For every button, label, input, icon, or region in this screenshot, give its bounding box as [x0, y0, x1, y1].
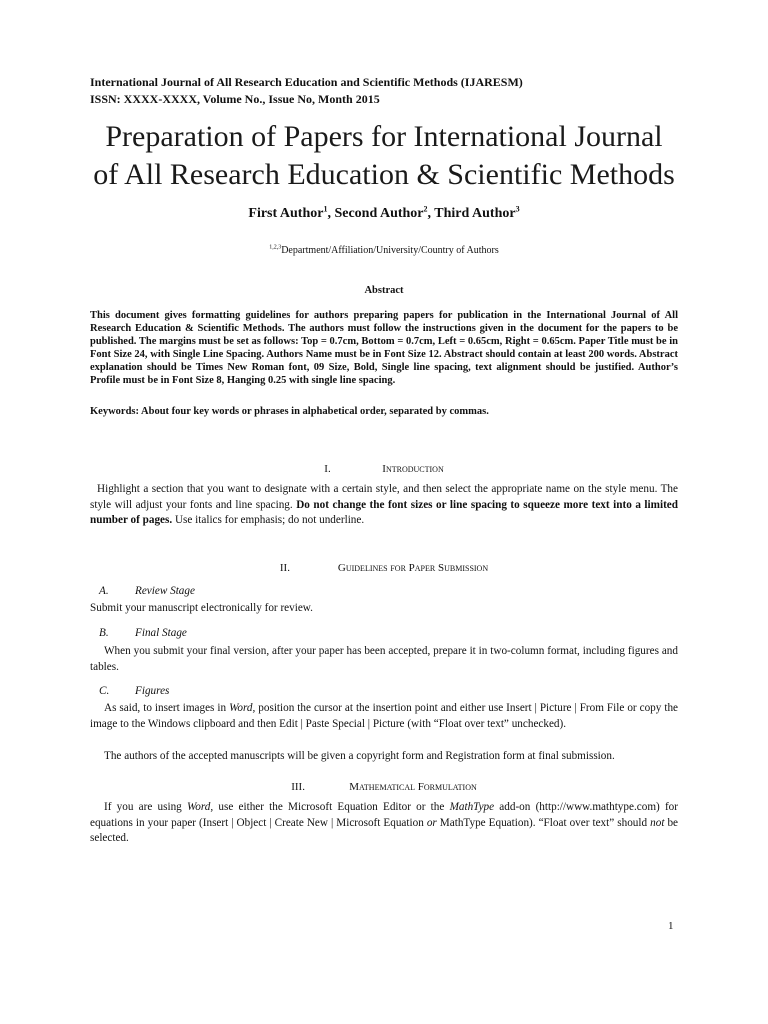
- section-number: II.: [279, 562, 290, 574]
- figures-text-end: position the cursor at the insertion point and either use Insert | Picture | From File or copy the image to the Windows clipboard and then Edit | Paste Special | Picture (with “Float over text” unchecked).: [90, 702, 679, 730]
- intro-bold-text: Do not change the font sizes or line spacing to squeeze more text into a limited number of pages.: [90, 498, 678, 526]
- math-text-3: add-on (http://www.mathtype.com) for equations in your paper (Insert | Object | Create New | Microsoft Equation: [90, 801, 678, 829]
- math-paragraph: [90, 800, 678, 847]
- math-or-italic: or: [426, 816, 437, 829]
- review-paragraph: Submit your manuscript electronically for review.: [90, 602, 313, 614]
- subsection-title: Final Stage: [135, 627, 187, 639]
- page-number: 1: [668, 920, 674, 932]
- author-3: Third Author: [434, 206, 516, 221]
- author-2-sup: 2: [423, 204, 428, 214]
- section-title: Guidelines for Paper Submission: [337, 562, 489, 574]
- figures-text: As said, to insert images in: [104, 702, 230, 714]
- subsection-heading-review: [99, 584, 195, 598]
- author-3-sup: 3: [515, 204, 520, 214]
- journal-name: International Journal of All Research Education and Scientific Methods (IJARESM): [90, 75, 523, 89]
- affiliation-sup: 1,2,3: [269, 244, 282, 251]
- figures-word-italic: Word,: [229, 702, 256, 714]
- journal-header: [90, 74, 678, 108]
- keywords: Keywords: About four key words or phrases in alphabetical order, separated by commas.: [90, 406, 489, 417]
- section-number: III.: [291, 781, 305, 793]
- author-list: First Author$^1$, Second Author$^2$, Third Author$^3$: [248, 204, 520, 221]
- subsection-title: Figures: [135, 685, 170, 697]
- subsection-letter: C.: [99, 685, 110, 697]
- math-text: If you are using: [104, 801, 187, 813]
- final-paragraph: When you submit your final version, after your paper has been accepted, prepare it in two-column format, including figures and tables.: [90, 645, 678, 673]
- title-line-1: Preparation of Papers for International Journal: [105, 120, 663, 153]
- math-text-2: use either the Microsoft Equation Editor or the: [213, 801, 450, 813]
- issn-line: ISSN: XXXX-XXXX, Volume No., Issue No, Month 2015: [90, 92, 380, 106]
- subsection-letter: B.: [99, 627, 109, 639]
- section-heading-math: [0, 780, 768, 794]
- paper-title: [40, 118, 728, 194]
- author-1-sup: 1: [323, 204, 328, 214]
- section-title: Mathematical Formulation: [349, 781, 477, 793]
- intro-text-end: Use italics for emphasis; do not underline.: [172, 514, 365, 526]
- math-word-italic: Word,: [186, 801, 214, 813]
- author-2: Second Author: [334, 206, 424, 221]
- math-mathtype-italic: MathType: [449, 801, 495, 813]
- math-not-italic: not: [650, 816, 665, 829]
- affiliation-text: Department/Affiliation/University/Country of Authors: [281, 245, 499, 256]
- math-text-4: MathType Equation). “Float over text” should: [436, 816, 651, 829]
- section-heading-introduction: [0, 462, 768, 476]
- intro-text: Highlight a section that you want to designate with a certain style, and then select the appropriate name on the style menu. The style will adjust your fonts and line spacing.: [90, 483, 678, 511]
- intro-paragraph: [90, 482, 678, 529]
- copyright-paragraph: The authors of the accepted manuscripts will be given a copyright form and Registration form at final submission.: [104, 750, 615, 762]
- math-text-end: be selected.: [90, 816, 679, 844]
- author-1: First Author: [248, 206, 324, 221]
- abstract-heading: Abstract: [364, 285, 404, 296]
- figures-paragraph: [90, 701, 678, 732]
- abstract-body: This document gives formatting guidelines for authors preparing papers for publication in the International Journal of All Research Education & Scientific Methods. The authors must follow the instructions given in the document for the papers to be published. The margins must be set as follows: Top = 0.7cm, Bottom = 0.7cm, Left = 0.65cm, Right = 0.65cm. Paper Title must be in Font Size 24, with Single Line Spacing. Authors Name must be in Font Size 12. Abstract should contain at least 200 words. Abstract explanation should be Times New Roman font, 09 Size, Bold, Single line spacing, text alignment should be justified. Author’s Profile must be in Font Size 8, Hanging 0.25 with single line spacing.: [90, 310, 678, 387]
- section-heading-guidelines: [0, 561, 768, 575]
- affiliation: [0, 244, 768, 257]
- subsection-heading-figures: [99, 684, 169, 698]
- section-title: Introduction: [382, 463, 444, 475]
- subsection-title: Review Stage: [135, 585, 195, 597]
- section-number: I.: [324, 463, 331, 475]
- subsection-letter: A.: [99, 585, 109, 597]
- title-line-2: of All Research Education & Scientific Methods: [93, 158, 675, 191]
- subsection-heading-final: [99, 626, 187, 640]
